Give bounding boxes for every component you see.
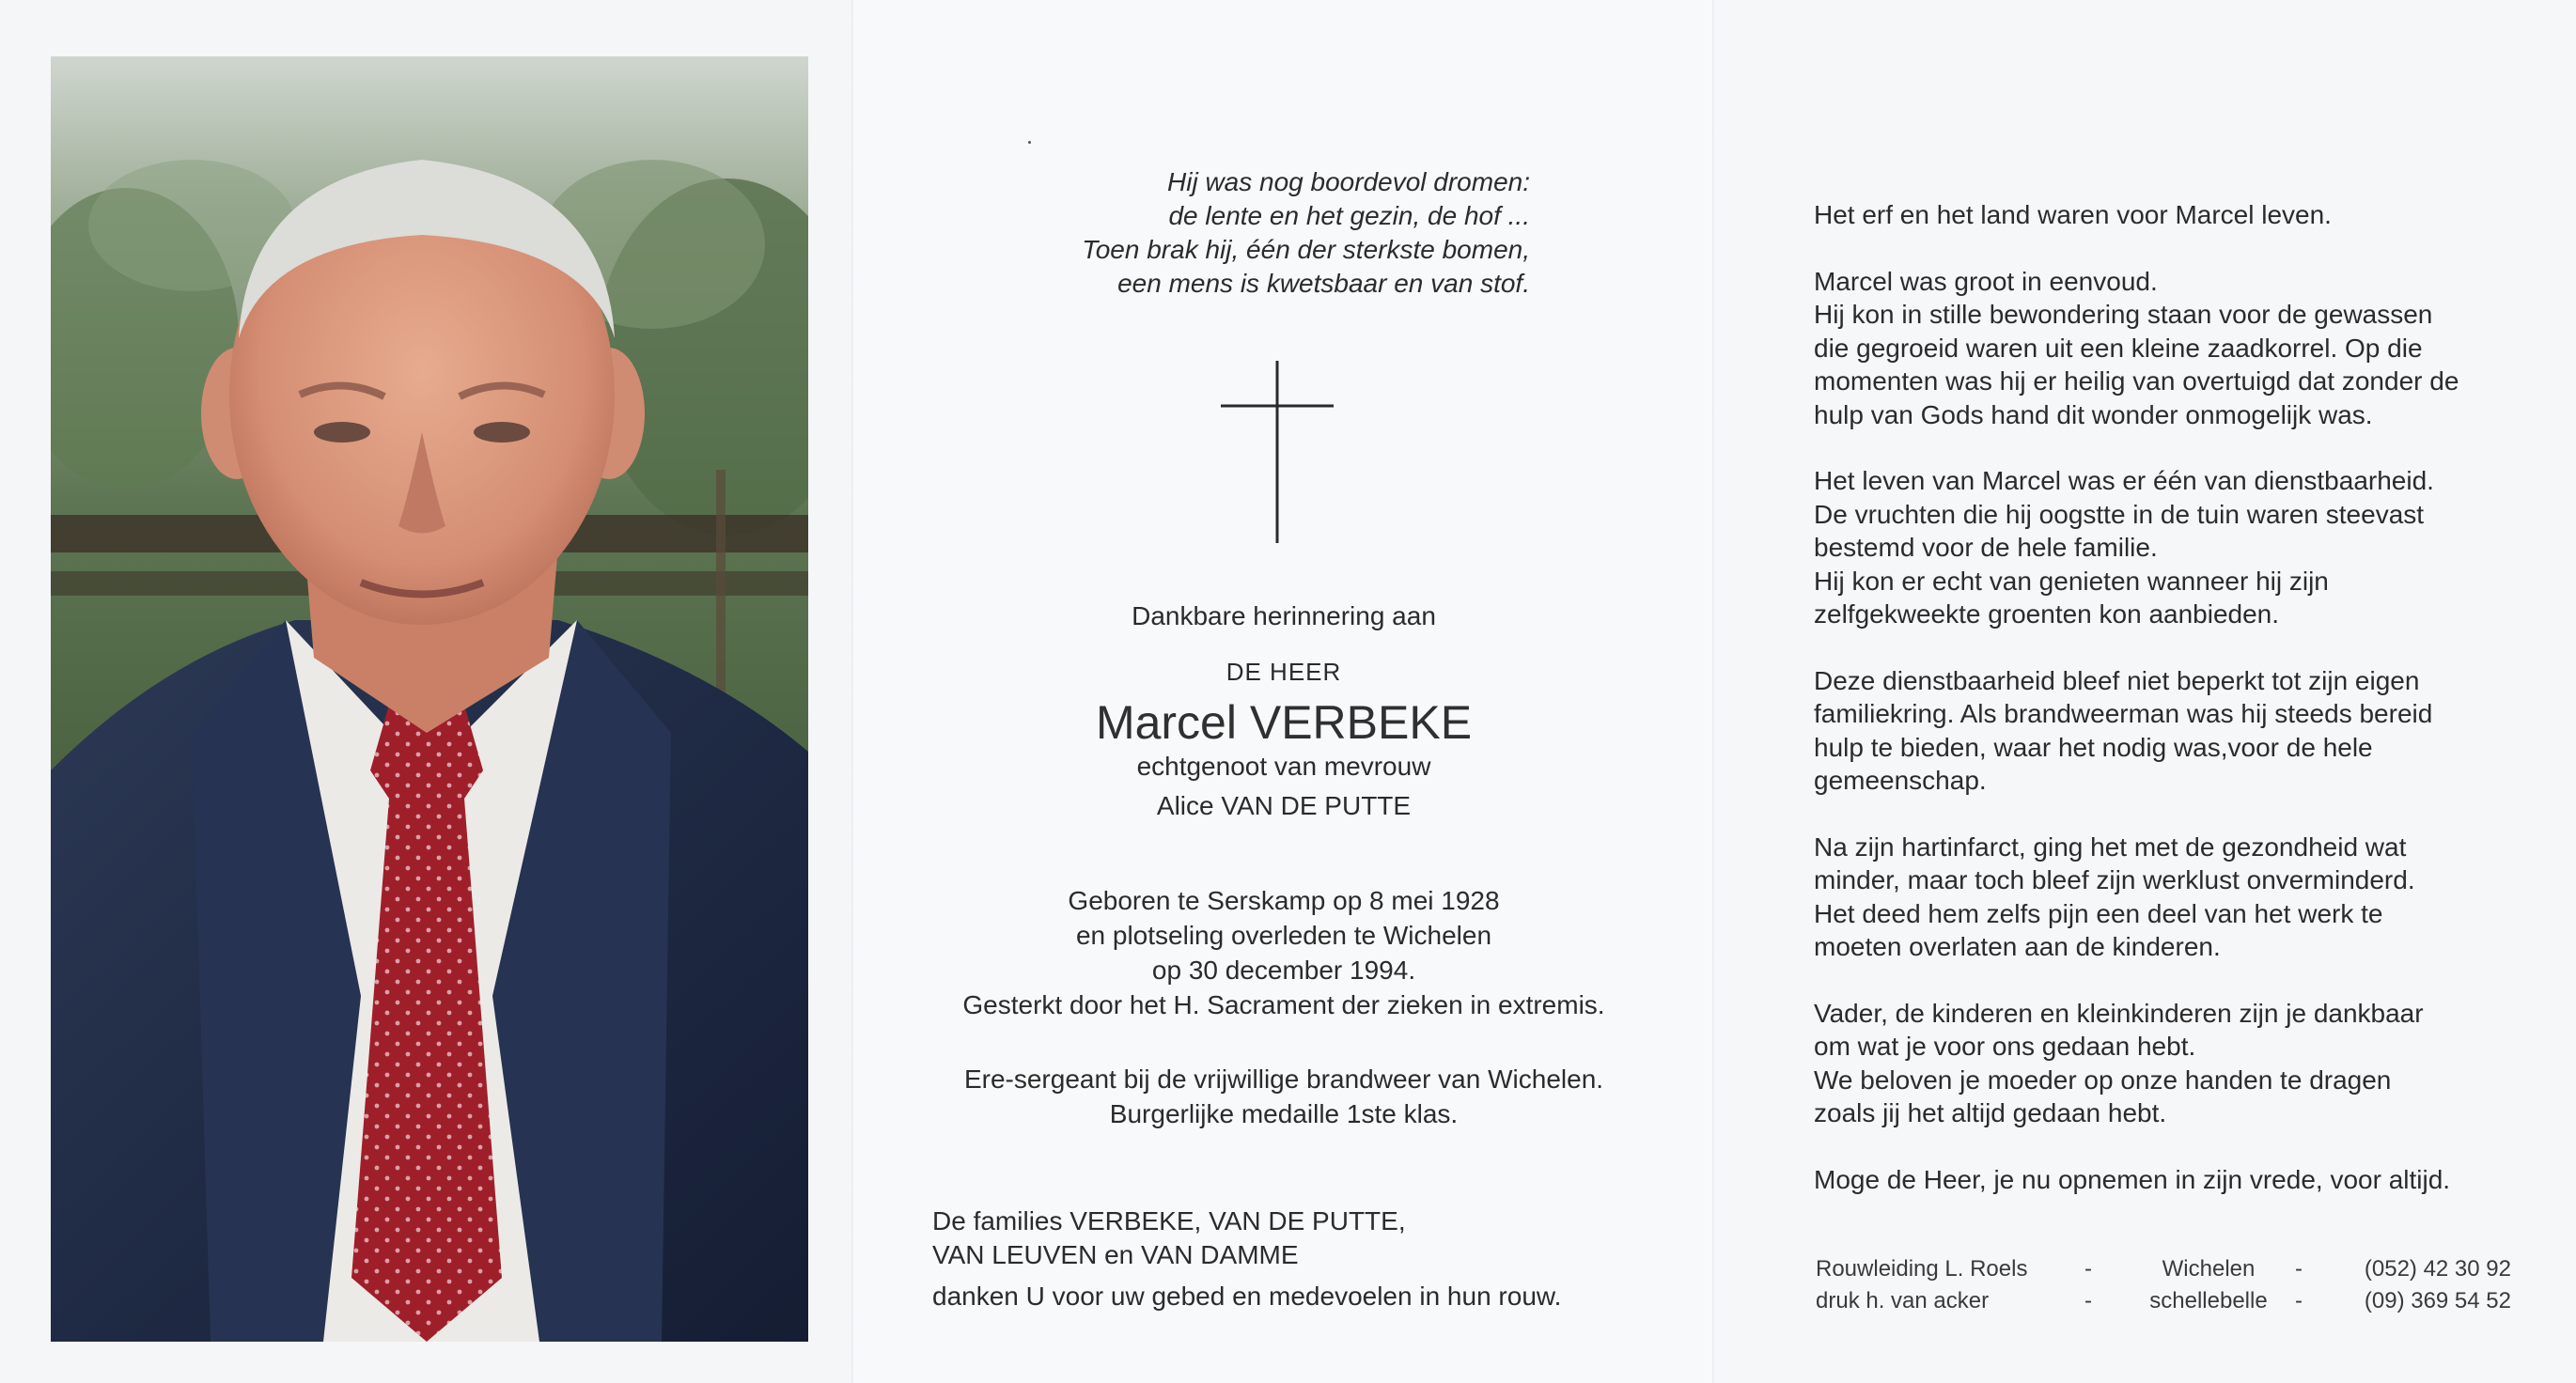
poem-line: de lente en het gezin, de hof ... bbox=[1168, 201, 1530, 230]
deceased-name: Marcel VERBEKE bbox=[1095, 696, 1473, 749]
honors bbox=[853, 1062, 1714, 1131]
credit-separator: - bbox=[2295, 1288, 2303, 1313]
poem-line: Toen brak hij, één der sterkste bomen, bbox=[1082, 235, 1530, 264]
credit-separator: - bbox=[2084, 1256, 2092, 1282]
tribute-line: Het erf en het land waren voor Marcel leven. bbox=[1814, 200, 2332, 229]
life-fact: Geboren te Serskamp op 8 mei 1928 bbox=[1068, 886, 1500, 915]
spouse-name: Alice VAN DE PUTTE bbox=[1156, 791, 1412, 820]
credit-phone: (09) 369 54 52 bbox=[2364, 1288, 2511, 1313]
credit-phone: (052) 42 30 92 bbox=[2364, 1256, 2511, 1282]
tribute-line: momenten was hij er heilig van overtuigd dat zonder de bbox=[1814, 366, 2459, 396]
tribute-line: die gegroeid waren uit een kleine zaadkorrel. Op die bbox=[1814, 333, 2423, 363]
tribute-line: familiekring. Als brandweerman was hij steeds bereid bbox=[1814, 699, 2433, 728]
tribute-line: Het deed hem zelfs pijn een deel van het werk te bbox=[1814, 898, 2383, 928]
tribute-line: bestemd voor de hele familie. bbox=[1814, 533, 2158, 562]
tribute-line: zoals jij het altijd gedaan hebt. bbox=[1814, 1098, 2167, 1127]
poem-line: een mens is kwetsbaar en van stof. bbox=[1117, 269, 1530, 298]
tribute-line: om wat je voor ons gedaan hebt. bbox=[1814, 1032, 2196, 1061]
tribute-line: We beloven je moeder op onze handen te dragen bbox=[1814, 1064, 2392, 1095]
credit-place: Wichelen bbox=[2162, 1256, 2256, 1282]
tribute-line: gemeenschap. bbox=[1814, 766, 1987, 795]
spouse-line: echtgenoot van mevrouw bbox=[1136, 752, 1431, 781]
tribute-line: Moge de Heer, je nu opnemen in zijn vrede, voor altijd. bbox=[1814, 1164, 2451, 1194]
tribute-panel bbox=[1714, 0, 2576, 1383]
photo-panel bbox=[0, 0, 853, 1383]
tribute-line: hulp te bieden, waar het nodig was,voor de hele bbox=[1814, 732, 2373, 762]
life-fact: op 30 december 1994. bbox=[1151, 956, 1416, 985]
tribute-line: De vruchten die hij oogstte in de tuin waren steevast bbox=[1814, 499, 2425, 529]
tribute-line: Hij kon in stille bewondering staan voor de gewassen bbox=[1814, 300, 2433, 329]
center-panel bbox=[853, 0, 1714, 1383]
speck bbox=[1028, 141, 1031, 144]
tribute-line: Na zijn hartinfarct, ging het met de gezondheid wat bbox=[1814, 831, 2407, 862]
life-facts bbox=[853, 883, 1714, 1022]
credit-name: Rouwleiding L. Roels bbox=[1816, 1256, 2028, 1282]
credit-separator: - bbox=[2295, 1256, 2303, 1282]
cross-icon bbox=[1216, 361, 1338, 543]
credit-row-printer bbox=[1816, 1285, 2511, 1317]
families bbox=[932, 1204, 1406, 1272]
honor-line: Burgerlijke medaille 1ste klas. bbox=[1109, 1099, 1459, 1128]
tribute-line: Vader, de kinderen en kleinkinderen zijn je dankbaar bbox=[1814, 998, 2424, 1028]
families-line: De families VERBEKE, VAN DE PUTTE, bbox=[932, 1206, 1406, 1235]
tribute-line: Marcel was groot in eenvoud. bbox=[1814, 266, 2158, 296]
honorific: DE HEER bbox=[1226, 658, 1342, 686]
credit-row-funeral bbox=[1816, 1253, 2511, 1285]
tribute-line: hulp van Gods hand dit wonder onmogelijk was. bbox=[1814, 399, 2373, 429]
tribute-line: minder, maar toch bleef zijn werklust onverminderd. bbox=[1814, 865, 2415, 894]
tribute-line: Het leven van Marcel was er één van dienstbaarheid. bbox=[1814, 466, 2434, 495]
tribute-line: zelfgekweekte groenten kon aanbieden. bbox=[1814, 599, 2280, 629]
life-fact: Gesterkt door het H. Sacrament der zieken in extremis. bbox=[962, 990, 1605, 1019]
tribute-line: Deze dienstbaarheid bleef niet beperkt tot zijn eigen bbox=[1814, 665, 2420, 695]
poem bbox=[1041, 165, 1530, 301]
credit-separator: - bbox=[2084, 1288, 2092, 1313]
remembrance-line: Dankbare herinnering aan bbox=[1132, 601, 1436, 630]
credit-name: druk h. van acker bbox=[1816, 1288, 1990, 1313]
poem-line: Hij was nog boordevol dromen: bbox=[1167, 167, 1530, 196]
life-fact: en plotseling overleden te Wichelen bbox=[1075, 921, 1492, 950]
printer-credits bbox=[1816, 1253, 2511, 1317]
portrait-photo bbox=[51, 56, 808, 1342]
credit-place: schellebelle bbox=[2149, 1288, 2268, 1313]
tribute-line: Hij kon er echt van genieten wanneer hij zijn bbox=[1814, 566, 2329, 596]
tribute-line: moeten overlaten aan de kinderen. bbox=[1814, 932, 2221, 961]
families-line: VAN LEUVEN en VAN DAMME bbox=[932, 1240, 1299, 1269]
tribute-text bbox=[1814, 165, 2556, 1229]
honor-line: Ere-sergeant bij de vrijwillige brandweer van Wichelen. bbox=[963, 1064, 1604, 1094]
thanks-line: danken U voor uw gebed en medevoelen in hun rouw. bbox=[932, 1282, 1562, 1311]
